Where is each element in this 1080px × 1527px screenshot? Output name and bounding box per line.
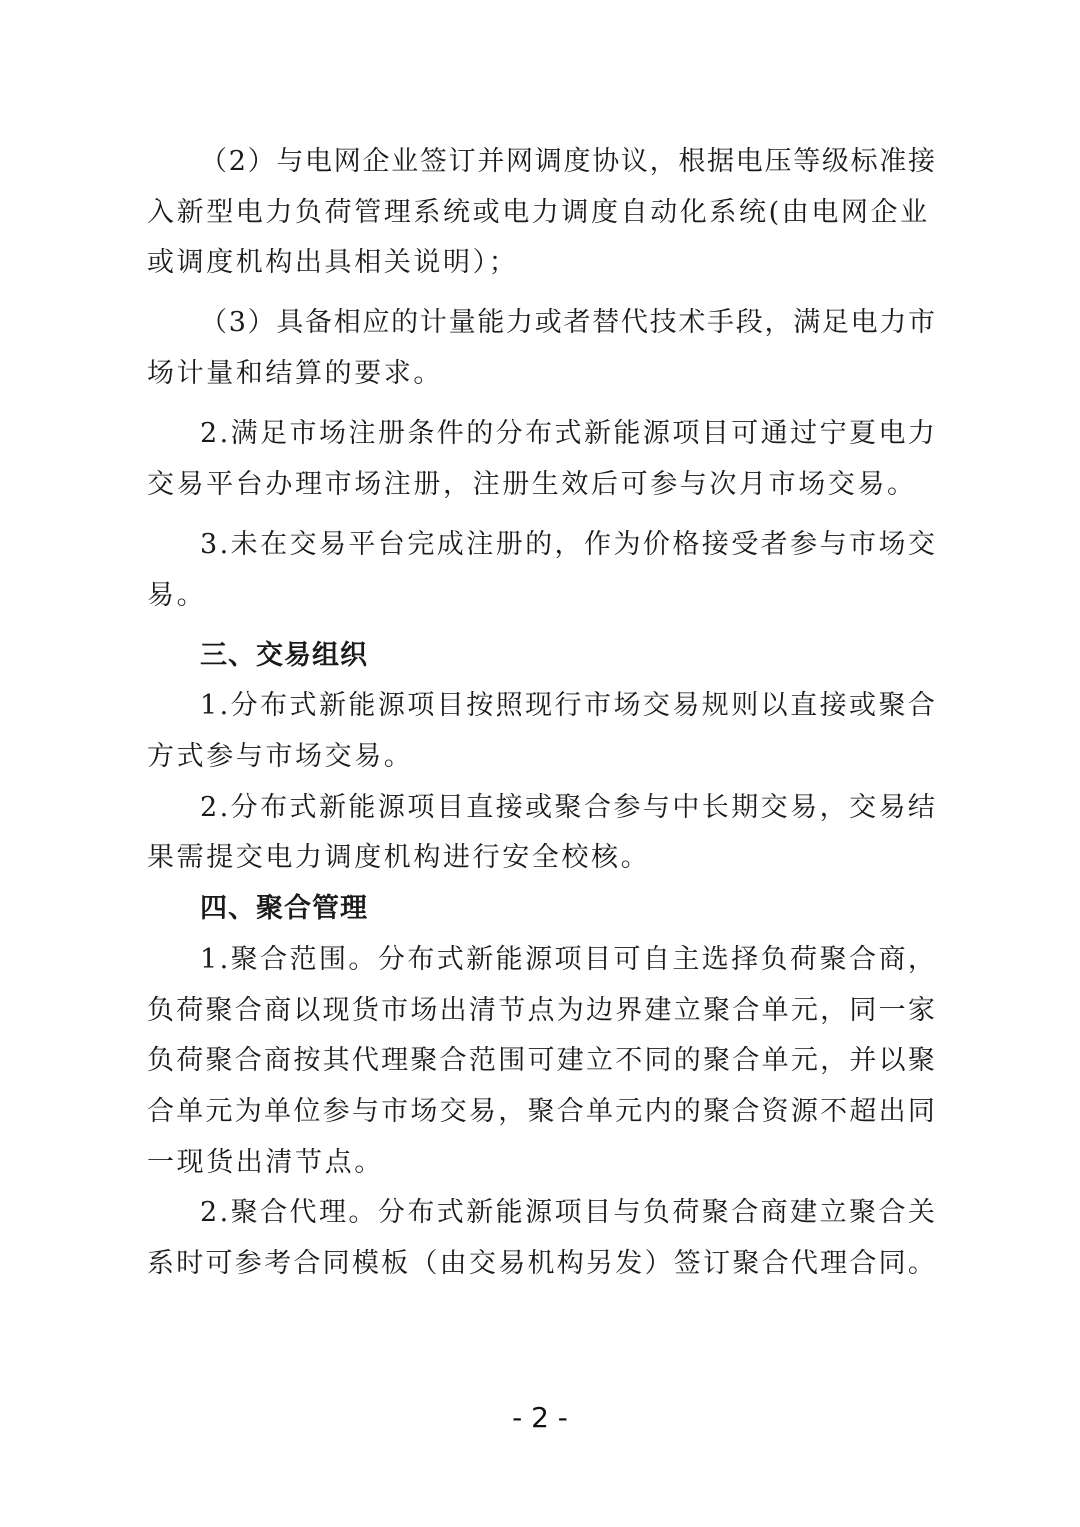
paragraph-line: 合单元为单位参与市场交易，聚合单元内的聚合资源不超出同: [147, 1096, 938, 1127]
paragraph-line: （2）与电网企业签订并网调度协议，根据电压等级标准接: [200, 146, 937, 177]
paragraph-line: 2.满足市场注册条件的分布式新能源项目可通过宁夏电力: [200, 418, 938, 449]
section-heading: 三、交易组织: [200, 640, 368, 671]
paragraph-line: （3）具备相应的计量能力或者替代技术手段，满足电力市: [200, 307, 937, 338]
paragraph-line: 果需提交电力调度机构进行安全校核。: [147, 842, 651, 873]
paragraph-line: 一现货出清节点。: [147, 1147, 384, 1178]
paragraph-line: 或调度机构出具相关说明）；: [147, 247, 519, 278]
paragraph-line: 系时可参考合同模板（由交易机构另发）签订聚合代理合同。: [147, 1248, 938, 1279]
page-number: - 2 -: [512, 1401, 568, 1434]
paragraph-line: 负荷聚合商以现货市场出清节点为边界建立聚合单元，同一家: [147, 995, 938, 1026]
paragraph-line: 2.聚合代理。分布式新能源项目与负荷聚合商建立聚合关: [200, 1197, 938, 1228]
paragraph-line: 交易平台办理市场注册，注册生效后可参与次月市场交易。: [147, 469, 917, 500]
paragraph-line: 场计量和结算的要求。: [147, 358, 443, 389]
paragraph-line: 易。: [147, 580, 207, 611]
paragraph-line: 3.未在交易平台完成注册的，作为价格接受者参与市场交: [200, 529, 938, 560]
paragraph-line: 2.分布式新能源项目直接或聚合参与中长期交易，交易结: [200, 792, 938, 823]
paragraph-line: 入新型电力负荷管理系统或电力调度自动化系统(由电网企业: [147, 197, 930, 228]
paragraph-line: 负荷聚合商按其代理聚合范围可建立不同的聚合单元，并以聚: [147, 1045, 938, 1076]
paragraph-line: 方式参与市场交易。: [147, 741, 414, 772]
paragraph-line: 1.聚合范围。分布式新能源项目可自主选择负荷聚合商，: [200, 944, 938, 975]
section-heading: 四、聚合管理: [200, 893, 368, 924]
paragraph-line: 1.分布式新能源项目按照现行市场交易规则以直接或聚合: [200, 690, 938, 721]
